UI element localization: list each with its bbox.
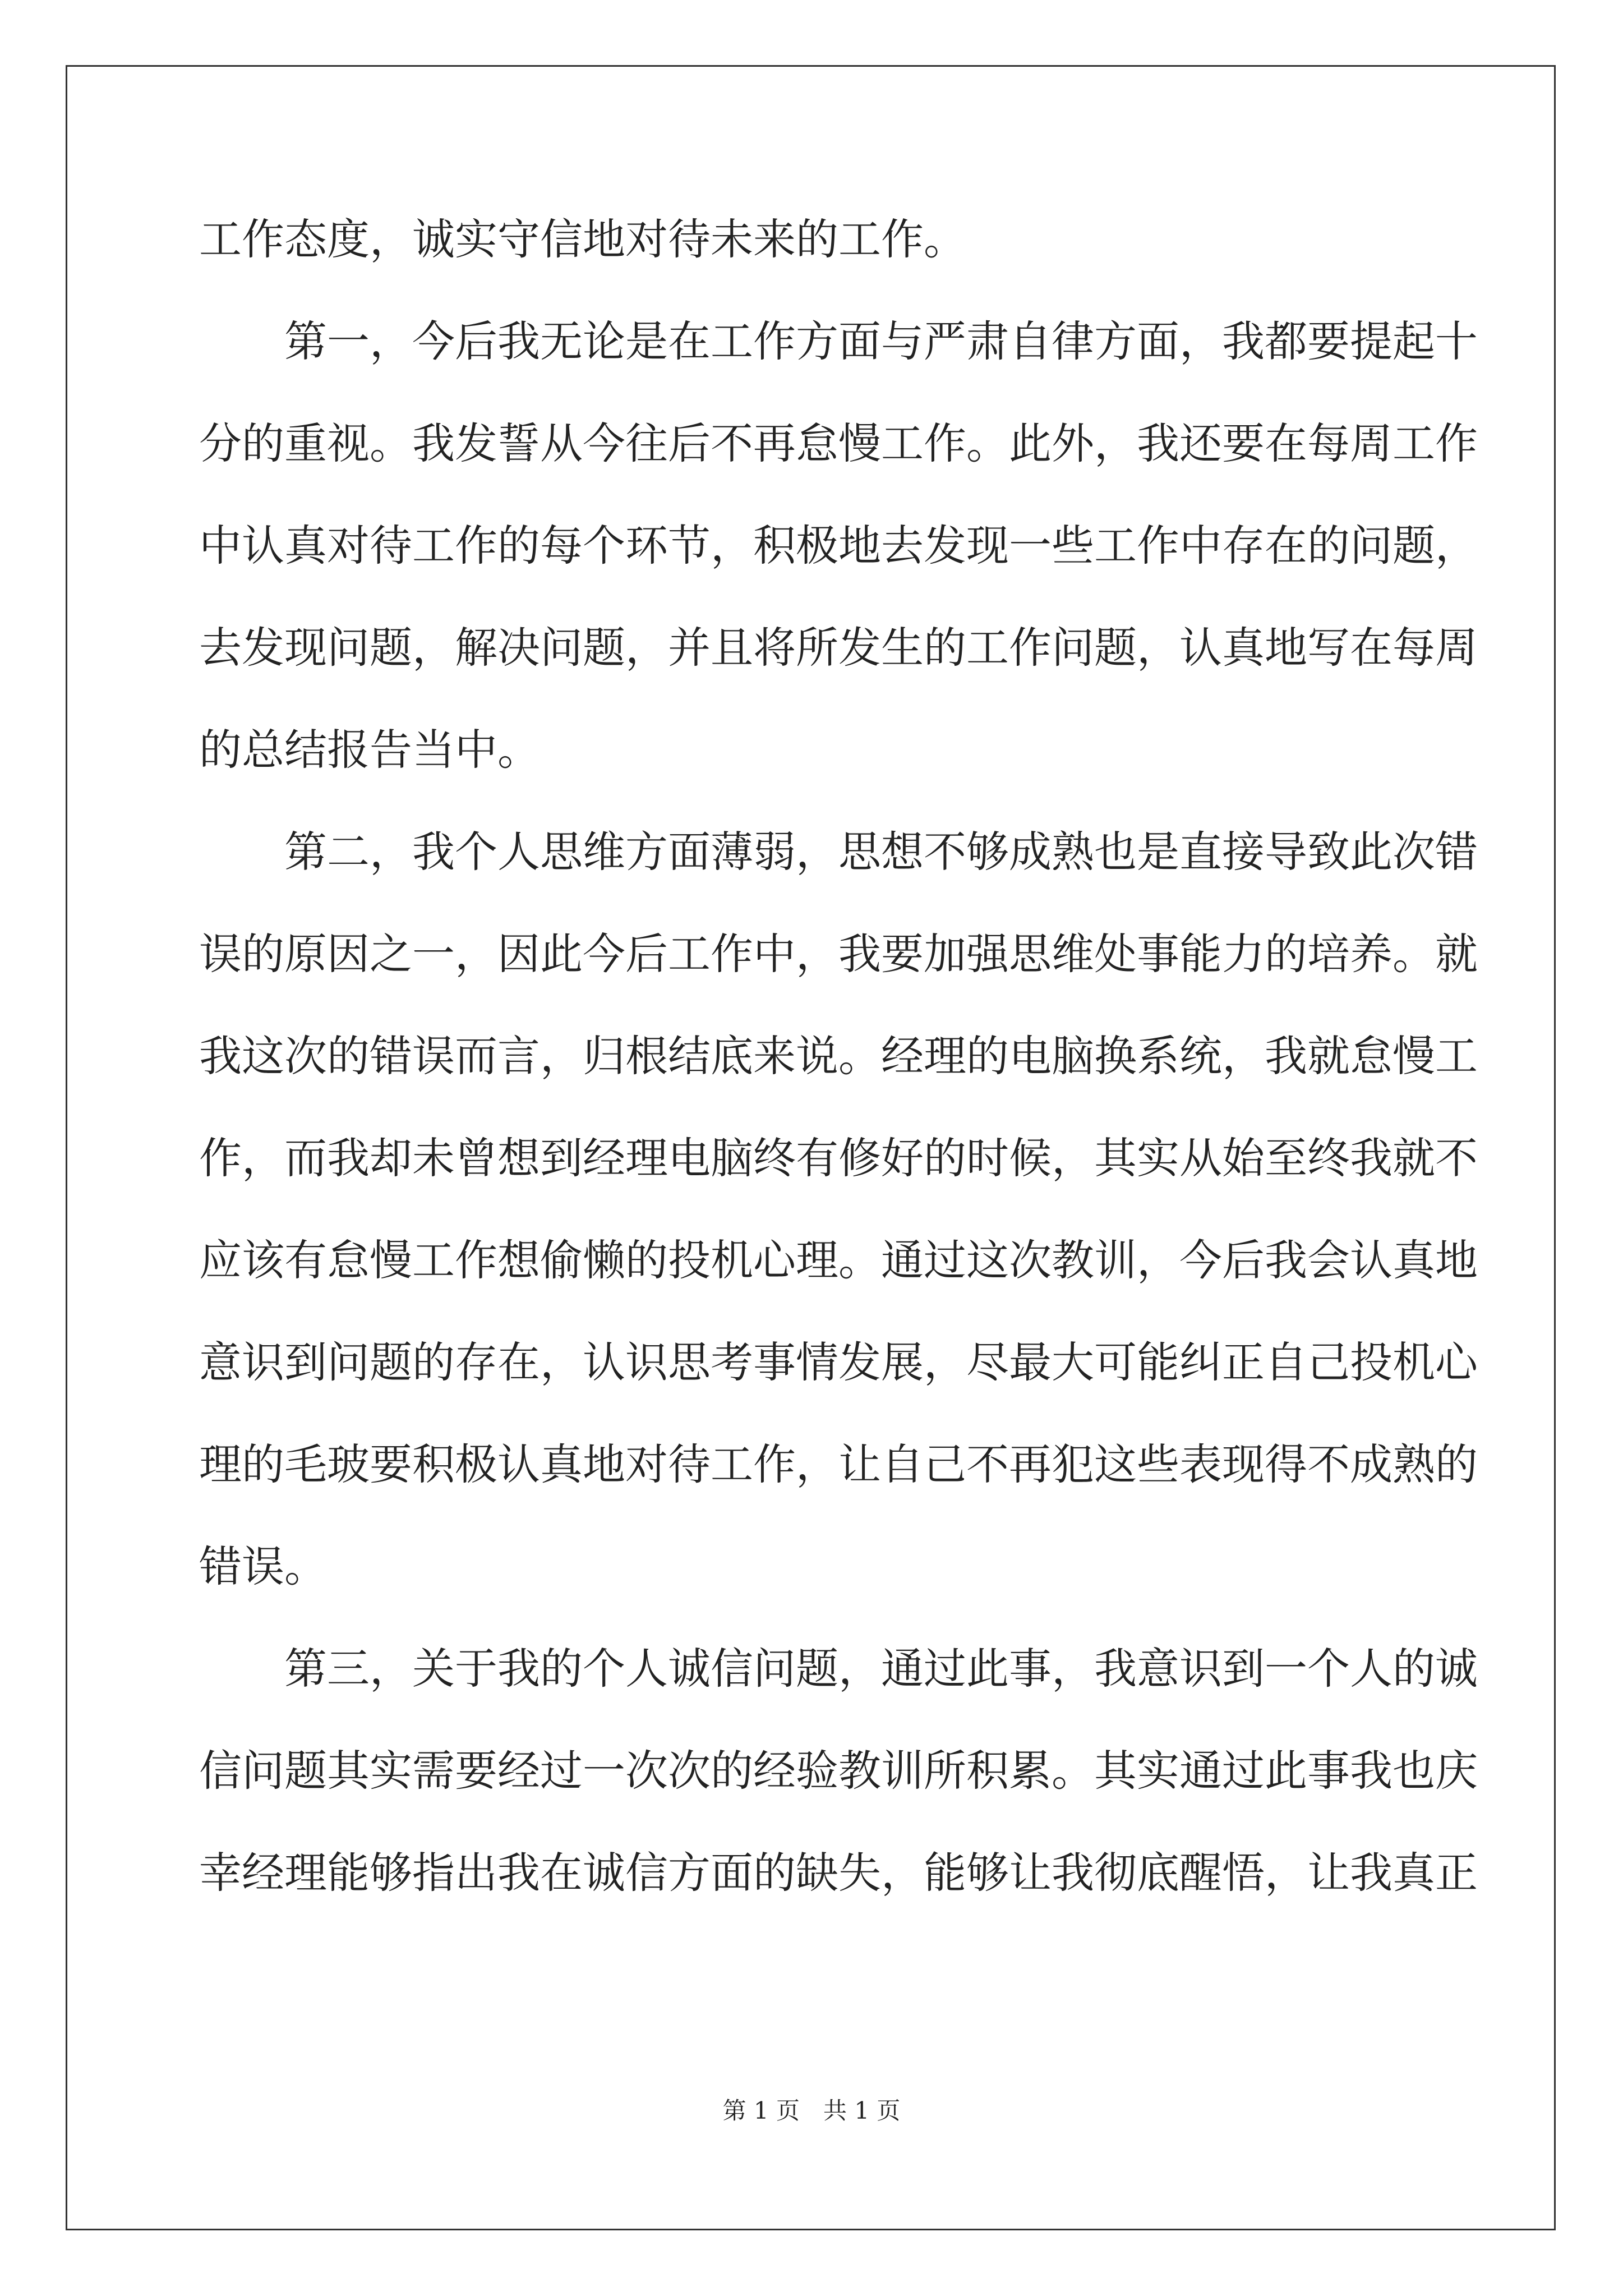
document-body	[199, 214, 1478, 1950]
text-line: 意识到问题的存在，认识思考事情发展，尽最大可能纠正自己投机心	[199, 1337, 1478, 1387]
text-line: 错误。	[199, 1542, 327, 1591]
text-line: 第二，我个人思维方面薄弱，思想不够成熟也是直接导致此次错	[284, 827, 1478, 877]
text-line: 分的重视。我发誓从今往后不再怠慢工作。此外，我还要在每周工作	[199, 418, 1478, 468]
text-line: 我这次的错误而言，归根结底来说。经理的电脑换系统，我就怠慢工	[199, 1031, 1478, 1081]
text-line: 第一，今后我无论是在工作方面与严肃自律方面，我都要提起十	[284, 316, 1478, 366]
text-line: 的总结报告当中。	[199, 725, 540, 775]
text-line: 应该有怠慢工作想偷懒的投机心理。通过这次教训，今后我会认真地	[199, 1235, 1478, 1285]
text-line: 第三，关于我的个人诚信问题，通过此事，我意识到一个人的诚	[284, 1644, 1478, 1694]
text-line: 工作态度，诚实守信地对待未来的工作。	[199, 214, 966, 264]
text-line: 幸经理能够指出我在诚信方面的缺失，能够让我彻底醒悟，让我真正	[199, 1848, 1478, 1898]
page-footer: 第 1 页 共 1 页	[722, 2097, 901, 2124]
text-line: 理的毛玻要积极认真地对待工作，让自己不再犯这些表现得不成熟的	[199, 1439, 1478, 1489]
text-line: 误的原因之一，因此今后工作中，我要加强思维处事能力的培养。就	[199, 929, 1478, 979]
text-line: 作，而我却未曾想到经理电脑终有修好的时候，其实从始至终我就不	[199, 1133, 1478, 1183]
text-line: 去发现问题，解决问题，并且将所发生的工作问题，认真地写在每周	[199, 623, 1478, 673]
text-line: 信问题其实需要经过一次次的经验教训所积累。其实通过此事我也庆	[199, 1746, 1478, 1796]
text-line: 中认真对待工作的每个环节，积极地去发现一些工作中存在的问题，	[199, 521, 1478, 570]
